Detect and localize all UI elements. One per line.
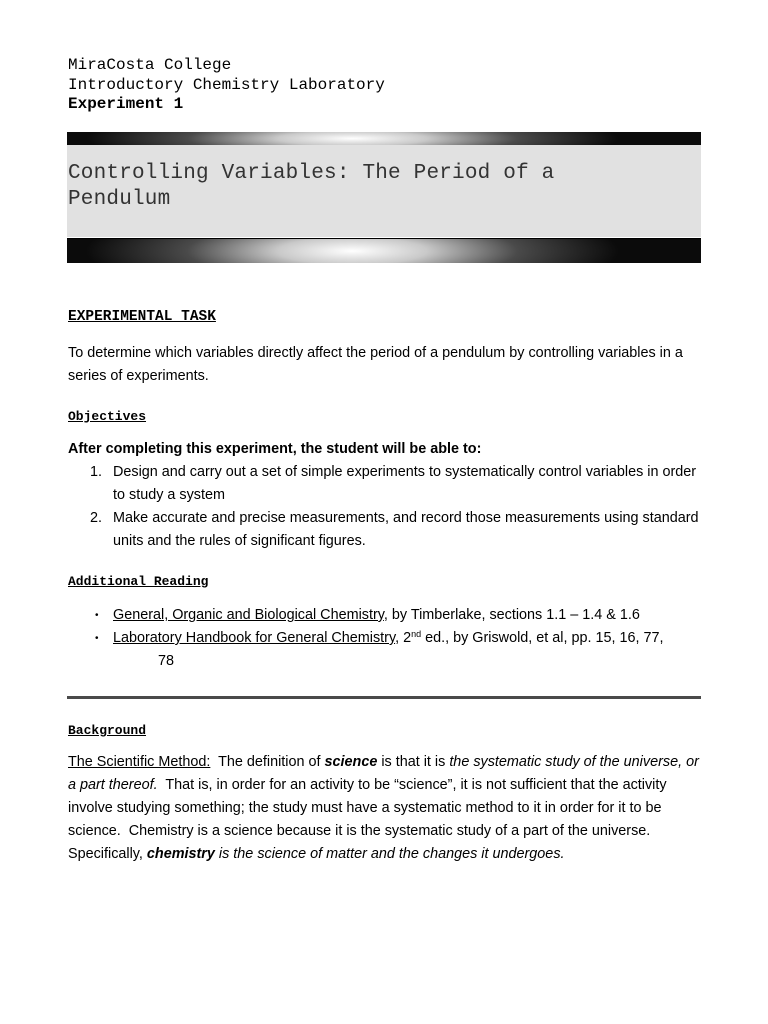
banner-bottom-bar — [67, 238, 701, 263]
definition-science: the systematic study of the universe, or a part thereof. — [68, 754, 699, 793]
reading-list — [68, 604, 700, 673]
experimental-task-heading: EXPERIMENTAL TASK — [68, 309, 216, 325]
bullet-icon: • — [95, 633, 99, 644]
experimental-task-text: To determine which variables directly affect the period of a pendulum by controlling variables in a series of experiments. — [68, 345, 683, 384]
item-number: 1. — [90, 464, 103, 480]
item-text: Make accurate and precise measurements, and record those measurements using standard units and the rules of significant figures. — [113, 510, 699, 549]
bullet-icon: • — [95, 610, 99, 621]
edition-text: , 2 — [395, 630, 412, 646]
objectives-heading: Objectives — [68, 409, 147, 424]
college-name: MiraCosta College — [68, 56, 232, 74]
list-item — [68, 507, 700, 553]
scientific-method-label: The Scientific Method: — [68, 754, 211, 770]
text-run: The definition of — [210, 754, 325, 770]
item-number: 2. — [90, 510, 103, 526]
citation-text: , by Timberlake, sections 1.1 – 1.4 & 1.6 — [383, 607, 640, 623]
objectives-intro: After completing this experiment, the student will be able to: — [68, 441, 482, 457]
text-run: is that it is — [377, 754, 450, 770]
course-name: Introductory Chemistry Laboratory — [68, 75, 385, 94]
term-chemistry: chemistry — [146, 846, 215, 862]
section-divider — [67, 696, 701, 699]
list-item — [68, 604, 700, 627]
document-title — [68, 161, 554, 213]
additional-reading-heading: Additional Reading — [68, 574, 209, 589]
title-banner — [67, 132, 701, 262]
objectives-list — [68, 461, 700, 553]
list-item — [68, 461, 700, 507]
edition-superscript: nd — [411, 629, 422, 639]
definition-chemistry: is the science of matter and the changes it undergoes. — [214, 846, 565, 862]
document-header — [68, 56, 385, 115]
term-science: science — [324, 754, 378, 770]
title-line-2: Pendulum — [68, 188, 171, 211]
background-heading: Background — [68, 723, 147, 738]
book-title: Laboratory Handbook for General Chemistry — [113, 630, 396, 646]
item-text: Design and carry out a set of simple experiments to systematically control variables in order to study a system — [113, 464, 697, 503]
book-title: General, Organic and Biological Chemistry — [113, 607, 384, 623]
experiment-number: Experiment 1 — [68, 95, 184, 113]
title-line-1: Controlling Variables: The Period of a — [68, 162, 555, 185]
citation-text: ed., by Griswold, et al, pp. 15, 16, 77, — [421, 630, 664, 646]
banner-top-bar — [67, 132, 701, 145]
background-paragraph — [68, 751, 700, 866]
text-run: That is, in order for an activity to be “science”, it is not sufficient that the activity involve studying something; the study must have a systematic method to it in order for it to be science. Chemistry is a science because it is the systematic study of a part of the universe. Specifically, — [68, 777, 671, 862]
citation-continuation: 78 — [158, 653, 175, 669]
list-item — [68, 627, 700, 673]
